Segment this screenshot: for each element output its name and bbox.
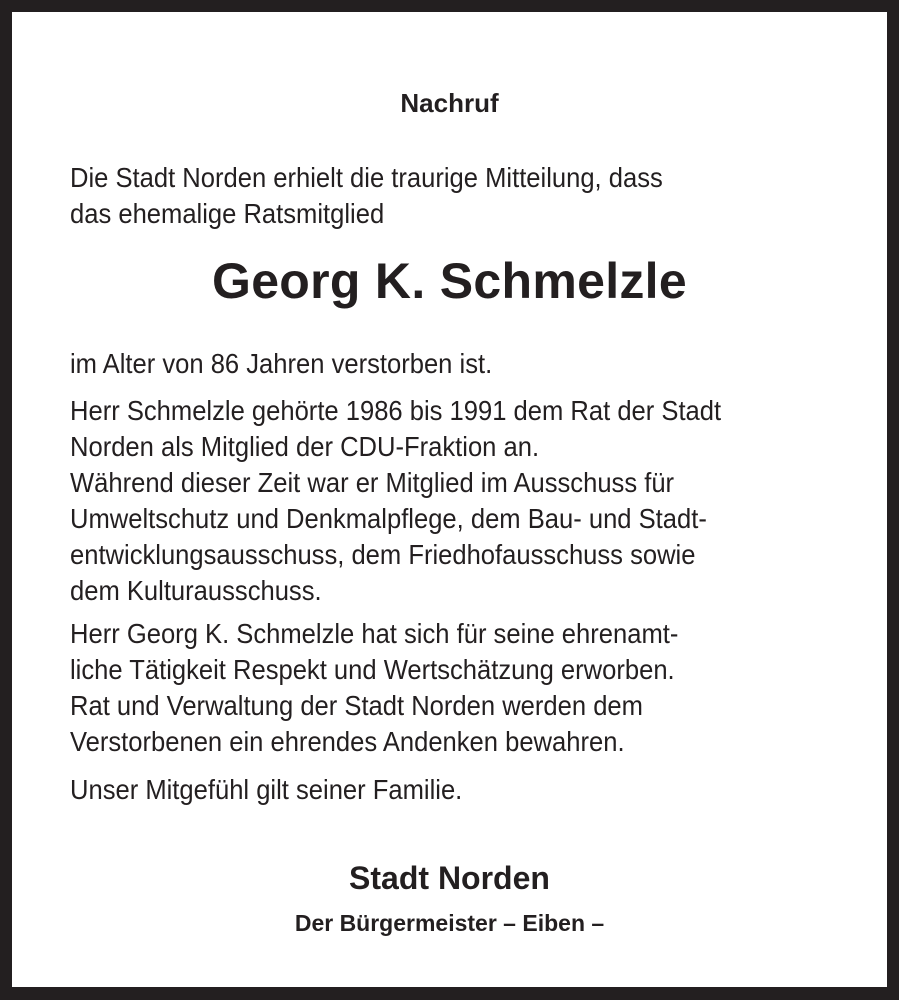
text-line: Rat und Verwaltung der Stadt Norden werden dem [70,690,643,721]
signature-organization: Stadt Norden [349,860,550,896]
obituary-notice [12,12,887,987]
condolence-line: Unser Mitgefühl gilt seiner Familie. [70,774,463,805]
deceased-name: Georg K. Schmelzle [212,253,687,309]
tribute-paragraph [70,616,678,760]
age-line: im Alter von 86 Jahren verstorben ist. [70,348,493,379]
text-line: liche Tätigkeit Respekt und Wertschätzung erworben. [70,654,675,685]
text-line: das ehemalige Ratsmitglied [70,198,385,229]
text-line: Umweltschutz und Denkmalpflege, dem Bau- und Stadt- [70,503,707,534]
intro-paragraph [70,160,663,232]
service-paragraph [70,393,721,609]
text-line: Herr Georg K. Schmelzle hat sich für seine ehrenamt- [70,618,679,649]
text-line: Verstorbenen ein ehrendes Andenken bewahren. [70,726,625,757]
text-line: dem Kulturausschuss. [70,575,322,606]
notice-heading: Nachruf [400,88,499,118]
text-line: Während dieser Zeit war er Mitglied im Ausschuss für [70,467,675,498]
text-line: Die Stadt Norden erhielt die traurige Mitteilung, dass [70,162,663,193]
text-line: Norden als Mitglied der CDU-Fraktion an. [70,431,540,462]
signature-signatory: Der Bürgermeister – Eiben – [294,910,605,936]
text-line: Herr Schmelzle gehörte 1986 bis 1991 dem Rat der Stadt [70,395,722,426]
text-line: entwicklungsausschuss, dem Friedhofausschuss sowie [70,539,696,570]
